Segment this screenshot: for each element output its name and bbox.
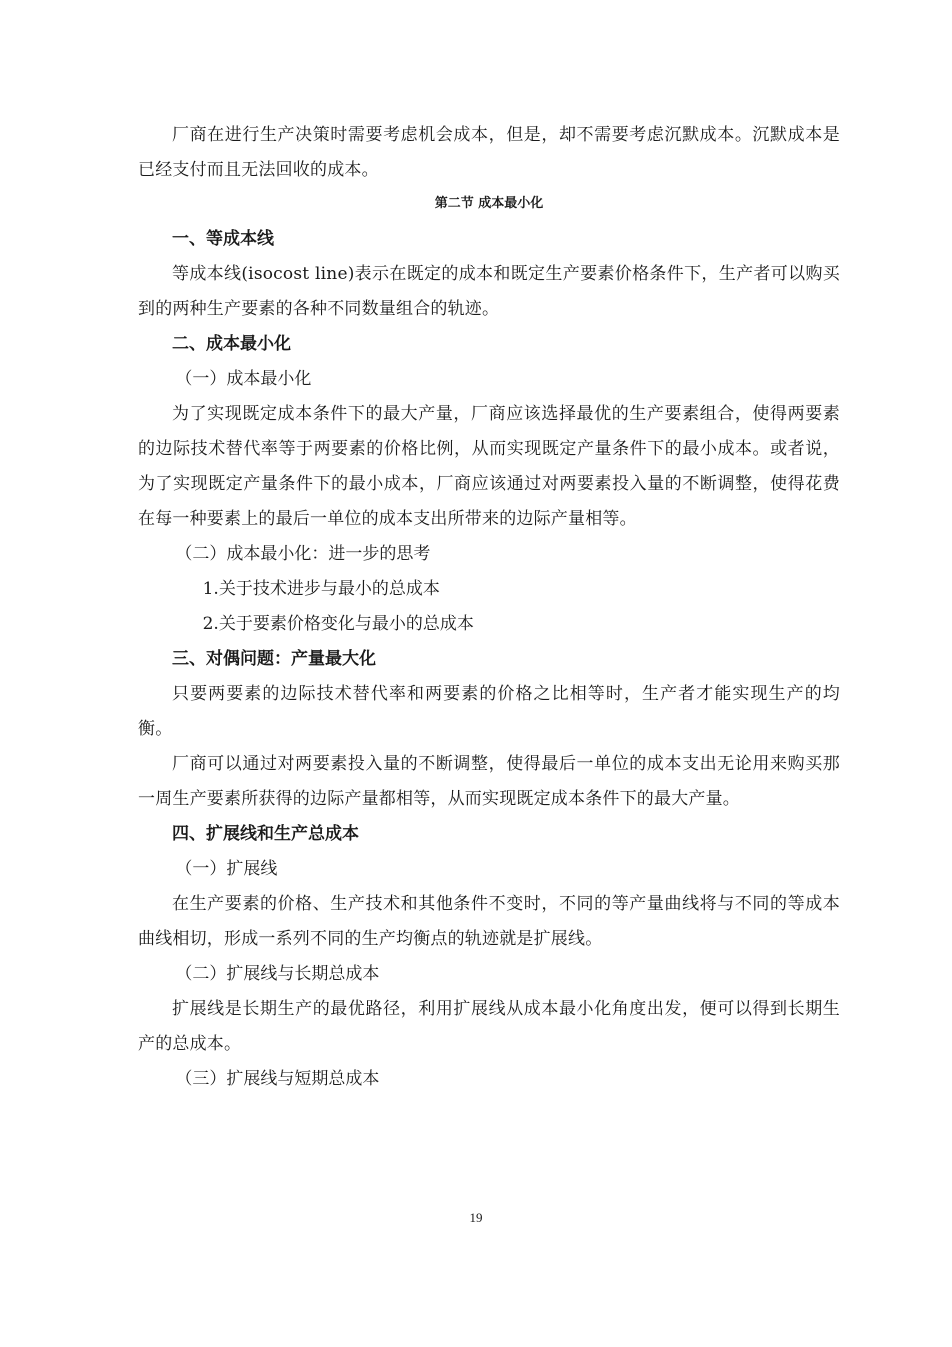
subheading-long-run-cost: （二）扩展线与长期总成本 [175, 964, 380, 984]
subheading-short-run-cost: （三）扩展线与短期总成本 [175, 1069, 380, 1089]
page-content [138, 118, 840, 1097]
page-number: 19 [469, 1210, 483, 1225]
paragraph-long-run-cost: 扩展线是长期生产的最优路径，利用扩展线从成本最小化角度出发，便可以得到长期生产的总成本。 [138, 999, 840, 1054]
paragraph-max-output: 厂商可以通过对两要素投入量的不断调整，使得最后一单位的成本支出无论用来购买那一周生产要素所获得的边际产量都相等，从而实现既定成本条件下的最大产量。 [138, 754, 840, 809]
list-item-tech-progress: 1.关于技术进步与最小的总成本 [202, 579, 440, 599]
subheading-expansion-line: （一）扩展线 [175, 859, 278, 879]
subheading-cost-minimization: （一）成本最小化 [175, 369, 312, 389]
subheading-further-thoughts: （二）成本最小化：进一步的思考 [175, 544, 431, 564]
heading-expansion-path: 四、扩展线和生产总成本 [172, 824, 359, 844]
paragraph-expansion-line: 在生产要素的价格、生产技术和其他条件不变时，不同的等产量曲线将与不同的等成本曲线相切，形成一系列不同的生产均衡点的轨迹就是扩展线。 [138, 894, 840, 949]
paragraph-cost-minimization: 为了实现既定成本条件下的最大产量，厂商应该选择最优的生产要素组合，使得两要素的边际技术替代率等于两要素的价格比例，从而实现既定产量条件下的最小成本。或者说，为了实现既定产量条件下的最小成本，厂商应该通过对两要素投入量的不断调整，使得花费在每一种要素上的最后一单位的成本支出所带来的边际产量相等。 [138, 404, 840, 529]
paragraph-equilibrium: 只要两要素的边际技术替代率和两要素的价格之比相等时，生产者才能实现生产的均衡。 [138, 684, 840, 739]
paragraph-isocost-definition: 等成本线(isocost line)表示在既定的成本和既定生产要素价格条件下，生产者可以购买到的两种生产要素的各种不同数量组合的轨迹。 [138, 264, 840, 319]
section-title: 第二节 成本最小化 [434, 196, 544, 211]
paragraph-opportunity-cost: 厂商在进行生产决策时需要考虑机会成本，但是，却不需要考虑沉默成本。沉默成本是已经支付而且无法回收的成本。 [138, 125, 840, 180]
heading-dual-problem: 三、对偶问题：产量最大化 [172, 649, 376, 669]
list-item-price-change: 2.关于要素价格变化与最小的总成本 [202, 614, 474, 634]
heading-cost-minimization: 二、成本最小化 [172, 334, 291, 354]
heading-isocost-line: 一、等成本线 [172, 229, 274, 249]
